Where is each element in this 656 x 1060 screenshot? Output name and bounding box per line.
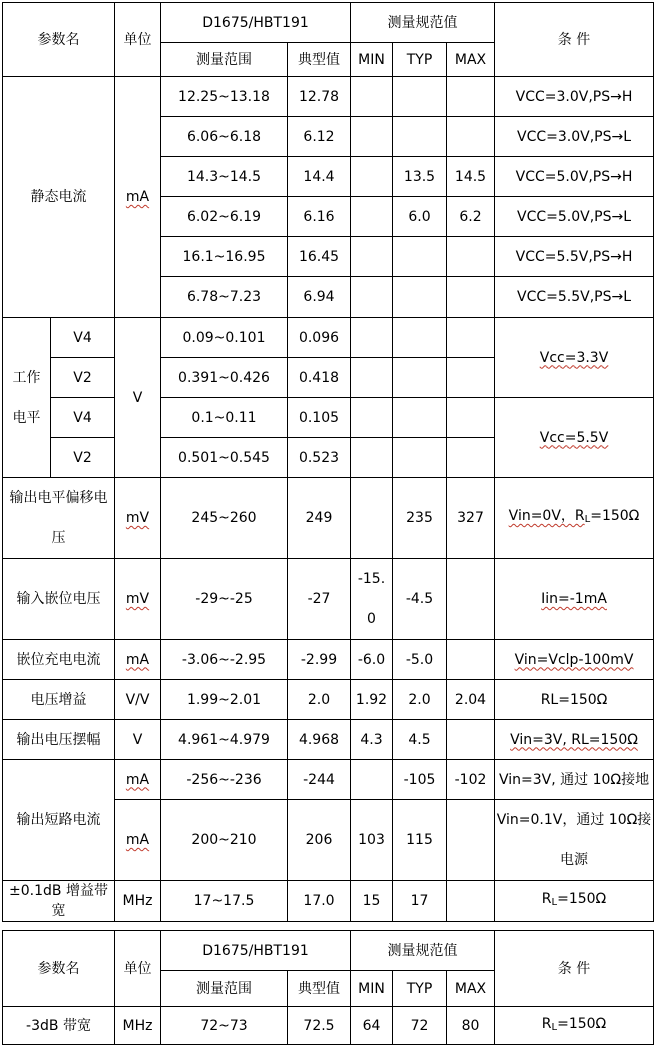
table-row <box>3 318 654 358</box>
header-cond: 条 件 <box>495 931 654 1007</box>
cell-max: 80 <box>447 1007 495 1045</box>
cell-min <box>351 277 393 318</box>
bw01-name: ±0.1dB 增益带宽 <box>3 881 115 922</box>
cell-typical: -244 <box>288 760 351 800</box>
header-unit: 单位 <box>115 3 161 77</box>
table-row <box>3 478 654 559</box>
header-cond: 条 件 <box>495 3 654 77</box>
level-name <box>3 318 51 478</box>
short-unit-2: mA <box>125 832 150 848</box>
charge-unit: mA <box>125 651 150 668</box>
cell-min: -15. 0 <box>351 559 393 640</box>
cell-min: 1.92 <box>351 680 393 720</box>
cell-min <box>351 237 393 277</box>
cell-typical: 206 <box>288 800 351 881</box>
cell-typical: 72.5 <box>288 1007 351 1045</box>
cell-typical: 249 <box>288 478 351 559</box>
cell-max <box>447 77 495 117</box>
cell-typical: 6.94 <box>288 277 351 318</box>
header-typ: TYP <box>393 971 447 1007</box>
cell-min: -6.0 <box>351 640 393 680</box>
cell-max <box>447 559 495 640</box>
cell-min: 64 <box>351 1007 393 1045</box>
cell-range: 200~210 <box>161 800 288 881</box>
level-cond-a: Vcc=3.3V <box>539 349 609 366</box>
cell-max: 327 <box>447 478 495 559</box>
cell-typ <box>393 77 447 117</box>
header-max: MAX <box>447 971 495 1007</box>
cell-min <box>351 478 393 559</box>
cell-min <box>351 157 393 197</box>
table-row <box>3 680 654 720</box>
cell-cond: VCC=3.0V,PS→H <box>495 77 654 117</box>
cell-typical: 0.418 <box>288 358 351 398</box>
quiescent-unit: mA <box>125 189 150 205</box>
table-row <box>3 881 654 922</box>
swing-unit: V <box>115 720 161 760</box>
cell-range: 6.78~7.23 <box>161 277 288 318</box>
cell-typ: 72 <box>393 1007 447 1045</box>
cell-cond: VCC=3.0V,PS→L <box>495 117 654 157</box>
cell-cond: VCC=5.0V,PS→H <box>495 157 654 197</box>
level-unit: V <box>115 318 161 478</box>
cell-range: -3.06~-2.95 <box>161 640 288 680</box>
cell-min: 103 <box>351 800 393 881</box>
cell-typical: -2.99 <box>288 640 351 680</box>
cell-typ <box>393 117 447 157</box>
quiescent-name: 静态电流 <box>3 77 115 318</box>
cell-range: 16.1~16.95 <box>161 237 288 277</box>
cell-max <box>447 881 495 922</box>
level-sub: V2 <box>51 358 115 398</box>
header-product: D1675/HBT191 <box>161 931 351 971</box>
bw3-unit: MHz <box>115 1007 161 1045</box>
cell-range: 72~73 <box>161 1007 288 1045</box>
offset-unit: mV <box>125 510 150 526</box>
swing-name: 输出电压摆幅 <box>3 720 115 760</box>
table-row <box>3 640 654 680</box>
cell-range: 245~260 <box>161 478 288 559</box>
header-product: D1675/HBT191 <box>161 3 351 43</box>
cell-range: 0.1~0.11 <box>161 398 288 438</box>
cell-typical: 12.78 <box>288 77 351 117</box>
cell-range: 0.09~0.101 <box>161 318 288 358</box>
cell-range: 12.25~13.18 <box>161 77 288 117</box>
cell-typ <box>393 277 447 318</box>
table-row <box>3 398 654 438</box>
level-name-line1: 工作 <box>12 369 41 386</box>
cell-typ: 4.5 <box>393 720 447 760</box>
cell-range: 6.02~6.19 <box>161 197 288 237</box>
cell-typ: 17 <box>393 881 447 922</box>
cell-cond: VCC=5.0V,PS→L <box>495 197 654 237</box>
cell-typical: 16.45 <box>288 237 351 277</box>
cell-typ: 6.0 <box>393 197 447 237</box>
offset-cond: Vin=0V，$R_L=150\Omega$ <box>495 478 654 559</box>
cell-max: 14.5 <box>447 157 495 197</box>
cell-typ: -105 <box>393 760 447 800</box>
table-row <box>3 77 654 117</box>
table-row <box>3 720 654 760</box>
cell-max <box>447 800 495 881</box>
cell-max <box>447 277 495 318</box>
cell-typical: 6.12 <box>288 117 351 157</box>
cell-min <box>351 77 393 117</box>
header-max: MAX <box>447 43 495 77</box>
cell-min <box>351 760 393 800</box>
cell-typ: 235 <box>393 478 447 559</box>
cell-max: -102 <box>447 760 495 800</box>
offset-name-line2: 压 <box>51 530 66 546</box>
cell-typ <box>393 237 447 277</box>
offset-name <box>3 478 115 559</box>
cell-cond: VCC=5.5V,PS→L <box>495 277 654 318</box>
charge-cond: Vin=Vclp-100mV <box>514 651 634 668</box>
bw01-cond: $R_L=150\Omega$ <box>495 881 654 922</box>
header-typ: TYP <box>393 43 447 77</box>
cell-range: 14.3~14.5 <box>161 157 288 197</box>
level-name-line2: 电平 <box>12 409 41 426</box>
charge-name: 嵌位充电电流 <box>3 640 115 680</box>
clamp-unit: mV <box>125 591 150 607</box>
cell-typ: -5.0 <box>393 640 447 680</box>
bw01-unit: MHz <box>115 881 161 922</box>
bw3-cond: $R_L=150\Omega$ <box>495 1007 654 1045</box>
cell-range: 0.391~0.426 <box>161 358 288 398</box>
cell-max: 2.04 <box>447 680 495 720</box>
cell-min: 15 <box>351 881 393 922</box>
header-range: 测量范围 <box>161 43 288 77</box>
cell-typical: 0.523 <box>288 438 351 478</box>
swing-cond: Vin=3V, RL=150Ω <box>510 731 638 748</box>
cell-max: 6.2 <box>447 197 495 237</box>
cell-range: 0.501~0.545 <box>161 438 288 478</box>
spec-table-main <box>2 2 654 922</box>
cell-max <box>447 640 495 680</box>
header-param: 参数名 <box>3 3 115 77</box>
short-unit-1: mA <box>125 771 150 788</box>
cell-typical: 4.968 <box>288 720 351 760</box>
header-range: 测量范围 <box>161 971 288 1007</box>
cell-range: 4.961~4.979 <box>161 720 288 760</box>
cell-range: -256~-236 <box>161 760 288 800</box>
cell-min: 4.3 <box>351 720 393 760</box>
short-cond-2: Vin=0.1V，通过 10Ω接 电源 <box>495 800 654 881</box>
cell-min <box>351 117 393 157</box>
header-spec: 测量规范值 <box>351 3 495 43</box>
level-sub: V2 <box>51 438 115 478</box>
gain-unit: V/V <box>115 680 161 720</box>
bw3-name: -3dB 带宽 <box>3 1007 115 1045</box>
cell-typ: -4.5 <box>393 559 447 640</box>
cell-typical: -27 <box>288 559 351 640</box>
gain-cond: RL=150Ω <box>495 680 654 720</box>
cell-max <box>447 117 495 157</box>
cell-typ: 13.5 <box>393 157 447 197</box>
header-spec: 测量规范值 <box>351 931 495 971</box>
table-row <box>3 559 654 640</box>
header-typical: 典型值 <box>288 43 351 77</box>
table-row <box>3 1007 654 1045</box>
level-sub: V4 <box>51 318 115 358</box>
header-param: 参数名 <box>3 931 115 1007</box>
cell-typical: 0.096 <box>288 318 351 358</box>
cell-typ: 115 <box>393 800 447 881</box>
level-cond-b: Vcc=5.5V <box>539 429 609 446</box>
header-typical: 典型值 <box>288 971 351 1007</box>
spec-table-continued <box>2 930 654 1045</box>
header-unit: 单位 <box>115 931 161 1007</box>
cell-range: 6.06~6.18 <box>161 117 288 157</box>
cell-typical: 6.16 <box>288 197 351 237</box>
clamp-name: 输入嵌位电压 <box>3 559 115 640</box>
cell-typical: 2.0 <box>288 680 351 720</box>
clamp-cond: Iin=-1mA <box>541 591 607 607</box>
cell-range: 17~17.5 <box>161 881 288 922</box>
offset-name-line1: 输出电平偏移电 <box>9 490 108 506</box>
table-row <box>3 760 654 800</box>
gain-name: 电压增益 <box>3 680 115 720</box>
header-min: MIN <box>351 43 393 77</box>
cell-max <box>447 720 495 760</box>
short-cond-1: Vin=3V, 通过 10Ω接地 <box>495 760 654 800</box>
cell-typical: 14.4 <box>288 157 351 197</box>
short-name: 输出短路电流 <box>3 760 115 881</box>
level-sub: V4 <box>51 398 115 438</box>
cell-range: -29~-25 <box>161 559 288 640</box>
cell-typical: 0.105 <box>288 398 351 438</box>
cell-typical: 17.0 <box>288 881 351 922</box>
header-min: MIN <box>351 971 393 1007</box>
cell-typ: 2.0 <box>393 680 447 720</box>
cell-cond: VCC=5.5V,PS→H <box>495 237 654 277</box>
cell-max <box>447 237 495 277</box>
cell-min <box>351 197 393 237</box>
cell-range: 1.99~2.01 <box>161 680 288 720</box>
